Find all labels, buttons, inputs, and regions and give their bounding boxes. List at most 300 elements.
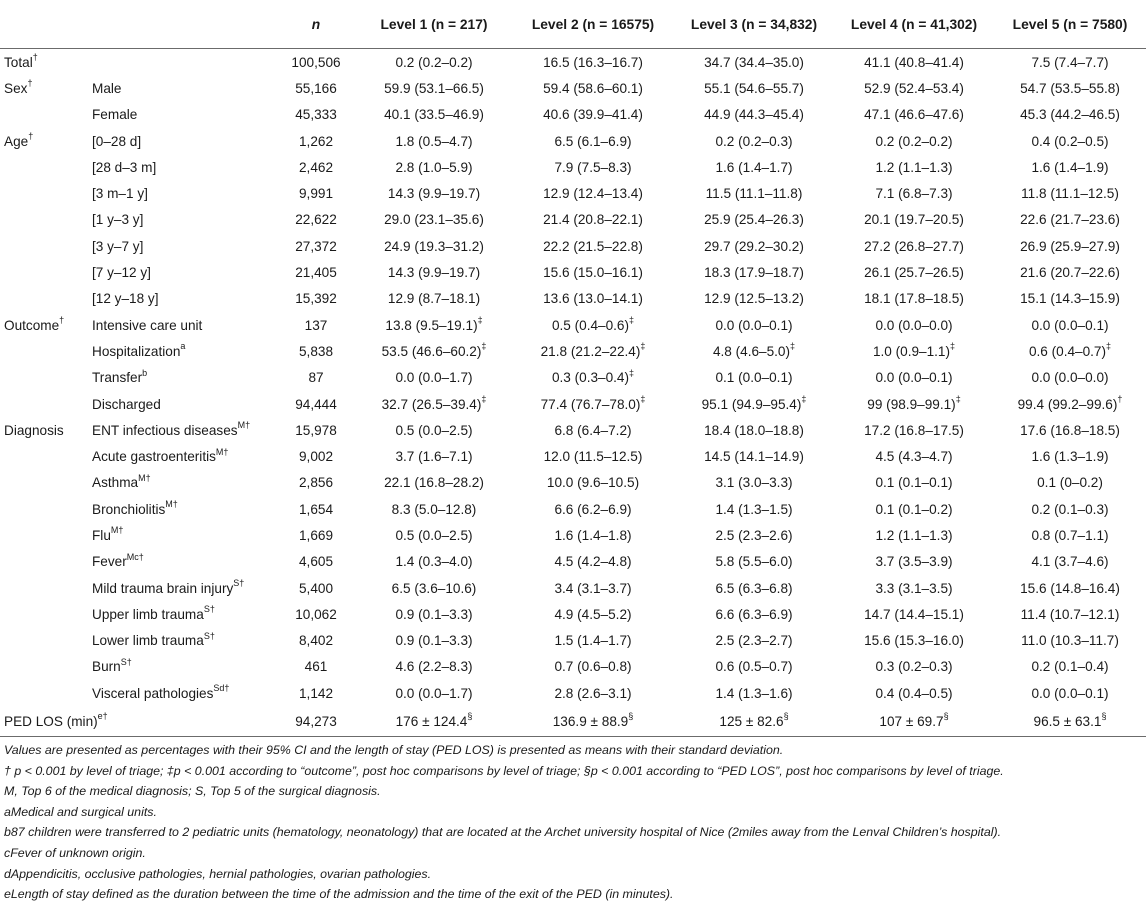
group-cell — [0, 391, 88, 417]
level-2-cell-text: 2.8 (2.6–3.1) — [554, 685, 632, 701]
level-2-cell-text: 21.4 (20.8–22.1) — [543, 212, 643, 228]
level-3-cell-text: 5.8 (5.5–6.0) — [715, 554, 793, 570]
level-2-cell-text: 10.0 (9.6–10.5) — [546, 475, 640, 491]
label-cell — [88, 391, 276, 417]
level-2-cell-text: 15.6 (15.0–16.1) — [543, 265, 643, 281]
level-1-cell — [356, 522, 512, 548]
level-1-cell-text: 8.3 (5.0–12.8) — [391, 501, 477, 517]
level-5-cell-text: 15.6 (14.8–16.4) — [1020, 580, 1120, 596]
level-2-cell — [512, 128, 674, 154]
level-4-cell-superscript: ‡ — [950, 341, 956, 352]
level-3-cell-text: 6.6 (6.3–6.9) — [715, 606, 793, 622]
level-3-cell-text: 0.6 (0.5–0.7) — [715, 659, 793, 675]
group-cell-superscript: † — [32, 52, 38, 63]
level-5-cell-text: 7.5 (7.4–7.7) — [1031, 54, 1109, 70]
level-4-cell — [834, 49, 994, 76]
level-3-cell — [674, 49, 834, 76]
group-cell — [0, 49, 88, 76]
n-cell — [276, 365, 356, 391]
level-4-cell — [834, 154, 994, 180]
level-3-cell — [674, 286, 834, 312]
label-cell — [88, 628, 276, 654]
label-cell — [88, 338, 276, 364]
label-cell-superscript: M† — [138, 472, 151, 483]
level-5-cell — [994, 233, 1146, 259]
level-1-cell — [356, 102, 512, 128]
level-4-cell-text: 27.2 (26.8–27.7) — [864, 238, 964, 254]
header-n: n — [276, 0, 356, 49]
table-body — [0, 49, 1146, 737]
table-row — [0, 207, 1146, 233]
table-row — [0, 180, 1146, 206]
label-cell-text: Intensive care unit — [92, 317, 203, 333]
label-cell — [88, 706, 276, 737]
level-2-cell-text: 16.5 (16.3–16.7) — [543, 54, 643, 70]
level-3-cell — [674, 575, 834, 601]
level-3-cell — [674, 706, 834, 737]
n-cell-text: 461 — [304, 659, 328, 675]
level-3-cell — [674, 312, 834, 338]
level-4-cell-text: 0.1 (0.1–0.2) — [875, 501, 953, 517]
level-3-cell-text: 18.4 (18.0–18.8) — [704, 422, 804, 438]
n-cell — [276, 628, 356, 654]
table-row — [0, 391, 1146, 417]
label-cell — [88, 207, 276, 233]
level-3-cell — [674, 391, 834, 417]
level-4-cell-text: 0.1 (0.1–0.1) — [875, 475, 953, 491]
level-1-cell-text: 40.1 (33.5–46.9) — [384, 107, 484, 123]
level-2-cell — [512, 628, 674, 654]
level-1-cell-text: 2.8 (1.0–5.9) — [395, 159, 473, 175]
level-4-cell-text: 52.9 (52.4–53.4) — [864, 80, 964, 96]
level-5-cell-text: 99.4 (99.2–99.6) — [1017, 396, 1118, 412]
table-row — [0, 102, 1146, 128]
n-cell — [276, 496, 356, 522]
label-cell — [88, 522, 276, 548]
level-3-cell — [674, 75, 834, 101]
level-2-cell-text: 21.8 (21.2–22.4) — [540, 343, 641, 359]
level-2-cell-text: 1.6 (1.4–1.8) — [554, 527, 632, 543]
level-3-cell — [674, 417, 834, 443]
group-cell — [0, 286, 88, 312]
n-cell — [276, 312, 356, 338]
level-5-cell-text: 45.3 (44.2–46.5) — [1020, 107, 1120, 123]
group-cell — [0, 628, 88, 654]
level-3-cell — [674, 628, 834, 654]
level-5-cell-text: 0.0 (0.0–0.1) — [1031, 685, 1109, 701]
n-cell — [276, 338, 356, 364]
level-5-cell-text: 11.4 (10.7–12.1) — [1020, 606, 1120, 622]
header-row — [0, 0, 1146, 49]
level-2-cell-text: 4.9 (4.5–5.2) — [554, 606, 632, 622]
level-3-cell-text: 44.9 (44.3–45.4) — [704, 107, 804, 123]
level-1-cell-superscript: ‡ — [481, 341, 487, 352]
level-1-cell-text: 0.2 (0.2–0.2) — [395, 54, 473, 70]
n-cell-text: 15,392 — [295, 291, 337, 307]
level-2-cell — [512, 49, 674, 76]
level-5-cell — [994, 601, 1146, 627]
level-5-cell-text: 0.1 (0–0.2) — [1037, 475, 1103, 491]
level-1-cell-text: 176 ± 124.4 — [395, 713, 468, 729]
level-4-cell — [834, 706, 994, 737]
level-1-cell — [356, 128, 512, 154]
level-3-cell-text: 25.9 (25.4–26.3) — [704, 212, 804, 228]
table-row — [0, 75, 1146, 101]
label-cell-superscript: M† — [165, 499, 178, 510]
level-4-cell-superscript: § — [943, 711, 949, 722]
label-cell — [88, 549, 276, 575]
group-cell — [0, 259, 88, 285]
level-1-cell-text: 53.5 (46.6–60.2) — [381, 343, 482, 359]
n-cell-text: 1,262 — [298, 133, 334, 149]
level-3-cell-text: 18.3 (17.9–18.7) — [704, 265, 804, 281]
level-1-cell-text: 13.8 (9.5–19.1) — [385, 317, 478, 333]
group-cell — [0, 207, 88, 233]
n-cell-text: 5,838 — [298, 343, 334, 359]
group-cell — [0, 128, 88, 154]
level-5-cell-text: 0.0 (0.0–0.0) — [1031, 370, 1109, 386]
level-5-cell-text: 11.8 (11.1–12.5) — [1021, 186, 1119, 202]
level-1-cell-text: 3.7 (1.6–7.1) — [395, 449, 473, 465]
label-cell-superscript: S† — [203, 630, 215, 641]
level-4-cell — [834, 496, 994, 522]
label-cell — [88, 180, 276, 206]
level-4-cell-text: 1.2 (1.1–1.3) — [875, 159, 953, 175]
level-5-cell-text: 0.0 (0.0–0.1) — [1031, 317, 1109, 333]
level-5-cell-text: 0.6 (0.4–0.7) — [1028, 343, 1107, 359]
table-row — [0, 522, 1146, 548]
level-3-cell-text: 3.1 (3.0–3.3) — [715, 475, 793, 491]
level-5-cell — [994, 49, 1146, 76]
level-1-cell — [356, 312, 512, 338]
level-5-cell — [994, 128, 1146, 154]
level-4-cell — [834, 338, 994, 364]
level-3-cell — [674, 601, 834, 627]
level-4-cell — [834, 233, 994, 259]
level-2-cell-text: 6.6 (6.2–6.9) — [554, 501, 632, 517]
n-cell-text: 5,400 — [298, 580, 334, 596]
n-cell — [276, 286, 356, 312]
footnote-line: Values are presented as percentages with their 95% CI and the length of stay (PED LOS) is presented as means with their standard deviation. — [4, 743, 784, 757]
label-cell-text: Fever — [92, 554, 127, 570]
level-2-cell-text: 59.4 (58.6–60.1) — [543, 80, 643, 96]
level-4-cell — [834, 575, 994, 601]
label-cell — [88, 654, 276, 680]
label-cell-text: Upper limb trauma — [92, 606, 204, 622]
level-4-cell — [834, 365, 994, 391]
level-2-cell-text: 7.9 (7.5–8.3) — [554, 159, 632, 175]
label-cell — [88, 312, 276, 338]
level-2-cell-superscript: ‡ — [629, 367, 635, 378]
level-3-cell-text: 34.7 (34.4–35.0) — [704, 54, 804, 70]
level-4-cell-text: 1.0 (0.9–1.1) — [872, 343, 951, 359]
n-cell-text: 21,405 — [295, 265, 337, 281]
level-1-cell-text: 0.5 (0.0–2.5) — [395, 422, 473, 438]
level-5-cell — [994, 680, 1146, 706]
level-1-cell — [356, 259, 512, 285]
n-cell-text: 45,333 — [295, 107, 337, 123]
level-1-cell — [356, 286, 512, 312]
group-cell-text: Outcome — [4, 317, 60, 333]
level-5-cell — [994, 417, 1146, 443]
level-1-cell-text: 4.6 (2.2–8.3) — [395, 659, 473, 675]
level-5-cell — [994, 207, 1146, 233]
level-4-cell-text: 3.7 (3.5–3.9) — [875, 554, 953, 570]
table-row — [0, 259, 1146, 285]
group-cell-superscript: † — [59, 315, 65, 326]
level-3-cell-text: 0.1 (0.0–0.1) — [715, 370, 793, 386]
level-1-cell-superscript: ‡ — [477, 315, 483, 326]
level-2-cell — [512, 575, 674, 601]
label-cell-superscript: S† — [233, 578, 245, 589]
level-4-cell-text: 0.2 (0.2–0.2) — [875, 133, 953, 149]
level-3-cell — [674, 207, 834, 233]
n-cell — [276, 417, 356, 443]
label-cell-text: Lower limb trauma — [92, 633, 204, 649]
level-5-cell-text: 15.1 (14.3–15.9) — [1020, 291, 1120, 307]
level-2-cell — [512, 286, 674, 312]
table-row — [0, 286, 1146, 312]
level-2-cell — [512, 207, 674, 233]
label-cell-text: Asthma — [92, 475, 139, 491]
label-cell-text: [7 y–12 y] — [92, 265, 151, 281]
level-5-cell — [994, 628, 1146, 654]
level-5-cell-text: 26.9 (25.9–27.9) — [1020, 238, 1120, 254]
n-cell-text: 9,002 — [298, 449, 334, 465]
n-cell-text: 2,856 — [298, 475, 334, 491]
label-cell — [88, 286, 276, 312]
level-1-cell-text: 0.0 (0.0–1.7) — [395, 685, 473, 701]
table-row — [0, 338, 1146, 364]
level-4-cell-text: 14.7 (14.4–15.1) — [864, 606, 964, 622]
level-5-cell — [994, 102, 1146, 128]
level-2-cell-superscript: ‡ — [629, 315, 635, 326]
level-5-cell — [994, 549, 1146, 575]
level-3-cell — [674, 154, 834, 180]
footnote-line: aMedical and surgical units. — [4, 804, 157, 819]
level-1-cell-text: 0.9 (0.1–3.3) — [395, 606, 473, 622]
level-5-cell-text: 54.7 (53.5–55.8) — [1020, 80, 1120, 96]
level-2-cell-text: 12.9 (12.4–13.4) — [543, 186, 643, 202]
level-3-cell — [674, 233, 834, 259]
label-cell-text: [3 y–7 y] — [92, 238, 144, 254]
n-cell-text: 87 — [308, 370, 324, 386]
label-cell — [88, 102, 276, 128]
level-4-cell — [834, 207, 994, 233]
level-3-cell-text: 95.1 (94.9–95.4) — [701, 396, 802, 412]
level-4-cell-text: 7.1 (6.8–7.3) — [875, 186, 953, 202]
level-1-cell-text: 32.7 (26.5–39.4) — [381, 396, 482, 412]
label-cell — [88, 680, 276, 706]
table-row — [0, 654, 1146, 680]
n-cell-text: 8,402 — [298, 633, 334, 649]
group-cell — [0, 680, 88, 706]
footnote-line: b87 children were transferred to 2 pediatric units (hematology, neonatology) that are located at the Archet university hospital of Nice (2miles away from the Lenval Children’s hospital). — [4, 825, 1002, 840]
label-cell-superscript: S† — [120, 656, 132, 667]
group-cell-superscript: e† — [97, 711, 108, 722]
level-1-cell-text: 6.5 (3.6–10.6) — [391, 580, 477, 596]
level-3-cell-text: 1.4 (1.3–1.6) — [715, 685, 793, 701]
level-4-cell-text: 1.2 (1.1–1.3) — [875, 527, 953, 543]
level-2-cell — [512, 549, 674, 575]
header-level-3: Level 3 (n = 34,832) — [674, 0, 834, 49]
level-3-cell-text: 55.1 (54.6–55.7) — [704, 80, 804, 96]
label-cell — [88, 259, 276, 285]
level-4-cell-text: 18.1 (17.8–18.5) — [864, 291, 964, 307]
n-cell — [276, 654, 356, 680]
level-5-cell-text: 0.2 (0.1–0.3) — [1031, 501, 1109, 517]
level-5-cell-text: 96.5 ± 63.1 — [1033, 713, 1102, 729]
label-cell-superscript: M† — [110, 525, 124, 536]
table-row — [0, 443, 1146, 469]
level-4-cell-text: 47.1 (46.6–47.6) — [864, 107, 964, 123]
label-cell — [88, 601, 276, 627]
level-5-cell-text: 1.6 (1.4–1.9) — [1031, 159, 1109, 175]
level-5-cell-text: 17.6 (16.8–18.5) — [1020, 422, 1120, 438]
level-3-cell-text: 0.2 (0.2–0.3) — [715, 133, 793, 149]
table-row — [0, 496, 1146, 522]
table-row — [0, 628, 1146, 654]
level-3-cell — [674, 365, 834, 391]
group-cell-text: Age — [4, 133, 29, 149]
level-2-cell-superscript: § — [628, 711, 634, 722]
level-1-cell-text: 14.3 (9.9–19.7) — [387, 265, 481, 281]
label-cell-text: [28 d–3 m] — [92, 159, 157, 175]
level-4-cell-text: 0.4 (0.4–0.5) — [875, 685, 953, 701]
level-3-cell-superscript: ‡ — [790, 341, 796, 352]
level-3-cell — [674, 259, 834, 285]
n-cell — [276, 128, 356, 154]
level-2-cell — [512, 259, 674, 285]
level-1-cell — [356, 233, 512, 259]
label-cell-text: Transfer — [92, 370, 143, 386]
n-cell — [276, 259, 356, 285]
n-cell-text: 1,142 — [298, 685, 334, 701]
level-5-cell — [994, 522, 1146, 548]
level-4-cell — [834, 312, 994, 338]
level-2-cell — [512, 601, 674, 627]
level-1-cell — [356, 417, 512, 443]
level-3-cell-text: 0.0 (0.0–0.1) — [715, 317, 793, 333]
level-3-cell-text: 1.6 (1.4–1.7) — [715, 159, 793, 175]
level-1-cell-text: 0.9 (0.1–3.3) — [395, 633, 473, 649]
level-4-cell — [834, 654, 994, 680]
n-cell-text: 137 — [304, 317, 328, 333]
level-1-cell — [356, 338, 512, 364]
level-5-cell — [994, 259, 1146, 285]
table-header — [0, 0, 1146, 49]
label-cell-text: Burn — [92, 659, 121, 675]
level-3-cell-text: 6.5 (6.3–6.8) — [715, 580, 793, 596]
label-cell-superscript: a — [180, 341, 186, 352]
table-row — [0, 601, 1146, 627]
level-2-cell-text: 40.6 (39.9–41.4) — [543, 107, 643, 123]
table-row — [0, 706, 1146, 737]
label-cell-text: Female — [92, 107, 138, 123]
level-2-cell-text: 1.5 (1.4–1.7) — [554, 633, 632, 649]
level-1-cell — [356, 180, 512, 206]
level-1-cell — [356, 628, 512, 654]
n-cell — [276, 575, 356, 601]
level-4-cell-text: 17.2 (16.8–17.5) — [864, 422, 964, 438]
level-1-cell-text: 1.4 (0.3–4.0) — [395, 554, 473, 570]
label-cell — [88, 49, 276, 76]
n-cell-text: 2,462 — [298, 159, 334, 175]
label-cell-text: Visceral pathologies — [92, 685, 214, 701]
level-5-cell-text: 1.6 (1.3–1.9) — [1031, 449, 1109, 465]
label-cell-text: [12 y–18 y] — [92, 291, 159, 307]
footnote-line: cFever of unknown origin. — [4, 846, 146, 860]
level-2-cell — [512, 443, 674, 469]
label-cell-text: Male — [92, 80, 122, 96]
n-cell — [276, 180, 356, 206]
level-5-cell — [994, 286, 1146, 312]
footnote-line: eLength of stay defined as the duration between the time of the admission and the time of the exit of the PED (in minutes). — [4, 887, 674, 902]
n-cell — [276, 601, 356, 627]
group-cell — [0, 180, 88, 206]
level-4-cell — [834, 522, 994, 548]
level-4-cell — [834, 259, 994, 285]
level-4-cell — [834, 601, 994, 627]
header-blank-group — [0, 0, 88, 49]
level-4-cell-text: 99 (98.9–99.1) — [867, 396, 956, 412]
footnote-line: dAppendicitis, occlusive pathologies, hernial pathologies, ovarian pathologies. — [4, 866, 432, 881]
header-level-2: Level 2 (n = 16575) — [512, 0, 674, 49]
group-cell — [0, 312, 88, 338]
n-cell — [276, 49, 356, 76]
level-4-cell-text: 3.3 (3.1–3.5) — [875, 580, 953, 596]
n-cell-text: 15,978 — [295, 422, 337, 438]
level-2-cell — [512, 180, 674, 206]
level-5-cell — [994, 365, 1146, 391]
level-2-cell-text: 22.2 (21.5–22.8) — [543, 238, 643, 254]
n-cell-text: 94,444 — [295, 396, 337, 412]
level-2-cell — [512, 338, 674, 364]
level-3-cell-text: 2.5 (2.3–2.6) — [715, 527, 793, 543]
level-2-cell-text: 4.5 (4.2–4.8) — [554, 554, 632, 570]
group-cell-text: Sex — [4, 80, 28, 96]
group-cell — [0, 443, 88, 469]
n-cell — [276, 470, 356, 496]
level-3-cell — [674, 496, 834, 522]
header-level-4: Level 4 (n = 41,302) — [834, 0, 994, 49]
level-3-cell — [674, 549, 834, 575]
level-2-cell-text: 0.3 (0.3–0.4) — [551, 370, 630, 386]
label-cell — [88, 128, 276, 154]
level-4-cell-text: 0.0 (0.0–0.0) — [875, 317, 953, 333]
level-3-cell-text: 4.8 (4.6–5.0) — [712, 343, 791, 359]
n-cell — [276, 207, 356, 233]
level-1-cell — [356, 75, 512, 101]
group-cell — [0, 338, 88, 364]
group-cell — [0, 549, 88, 575]
label-cell-text: Discharged — [92, 396, 161, 412]
level-3-cell-text: 29.7 (29.2–30.2) — [704, 238, 804, 254]
level-4-cell — [834, 443, 994, 469]
n-cell — [276, 680, 356, 706]
level-1-cell — [356, 496, 512, 522]
level-1-cell-text: 22.1 (16.8–28.2) — [384, 475, 484, 491]
level-2-cell — [512, 654, 674, 680]
level-3-cell — [674, 443, 834, 469]
label-cell-text: [0–28 d] — [92, 133, 142, 149]
level-1-cell-text: 1.8 (0.5–4.7) — [395, 133, 473, 149]
n-cell — [276, 391, 356, 417]
group-cell — [0, 75, 88, 101]
level-3-cell-superscript: ‡ — [801, 393, 807, 404]
level-2-cell-text: 6.8 (6.4–7.2) — [554, 422, 632, 438]
level-4-cell-text: 4.5 (4.3–4.7) — [875, 449, 953, 465]
